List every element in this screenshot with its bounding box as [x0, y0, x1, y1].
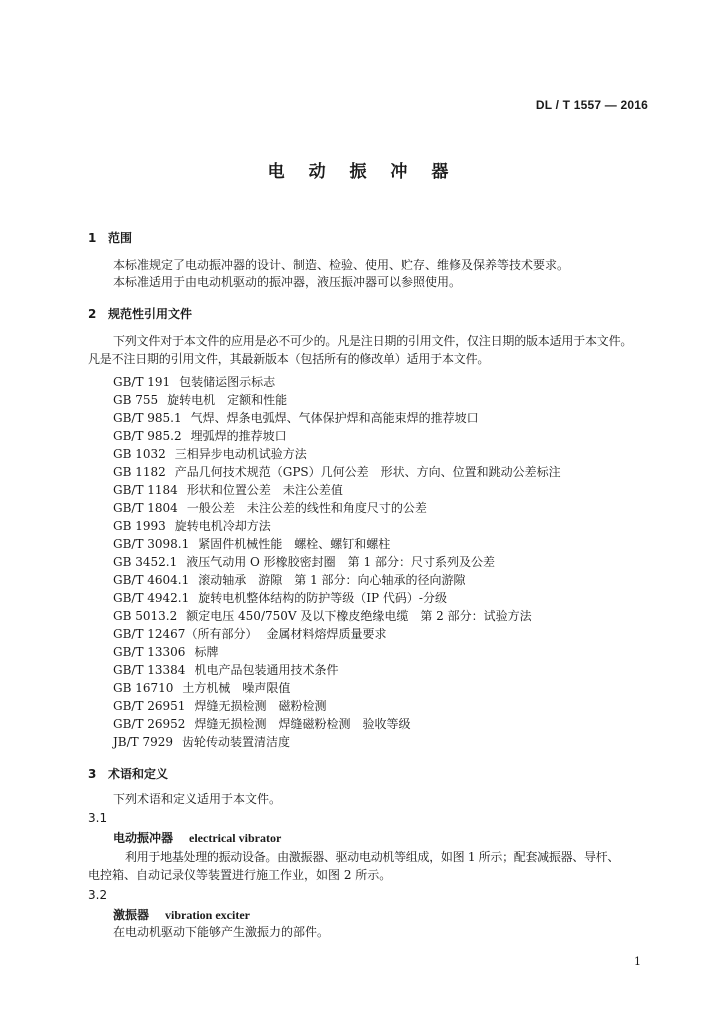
reference-item — [113, 517, 271, 534]
reference-item — [113, 499, 427, 516]
reference-name: 形状和位置公差 未注公差值 — [186, 483, 343, 497]
reference-item — [113, 391, 287, 408]
reference-code: GB 3452.1 — [113, 555, 178, 569]
reference-name: 标牌 — [194, 645, 219, 659]
reference-item — [113, 427, 287, 444]
reference-code: GB 1182 — [113, 465, 166, 479]
reference-name: 旋转电机冷却方法 — [174, 519, 271, 533]
reference-item — [113, 535, 390, 552]
reference-name: 旋转电机整体结构的防护等级（IP 代码）-分级 — [198, 591, 447, 605]
reference-name: 焊缝无损检测 焊缝磁粉检测 验收等级 — [194, 717, 411, 731]
reference-code: GB/T 1184 — [113, 483, 178, 497]
reference-item — [113, 715, 410, 732]
reference-name: 金属材料熔焊质量要求 — [266, 627, 387, 641]
reference-name: 产品几何技术规范（GPS）几何公差 形状、方向、位置和跳动公差标注 — [174, 465, 561, 479]
term-definition-line-2: 电控箱、自动记录仪等装置进行施工作业，如图 2 所示。 — [88, 868, 392, 882]
reference-item — [113, 409, 479, 426]
reference-code: GB/T 1804 — [113, 501, 178, 515]
reference-code: GB 1993 — [113, 519, 166, 533]
reference-name: 埋弧焊的推荐坡口 — [190, 429, 287, 443]
references-intro-line-1: 下列文件对于本文件的应用是必不可少的。凡是注日期的引用文件，仅注日期的版本适用于本文件。 — [113, 334, 633, 348]
scope-para-1: 本标准规定了电动振冲器的设计、制造、检验、使用、贮存、维修及保养等技术要求。 — [113, 258, 570, 272]
term-english: electrical vibrator — [189, 831, 282, 845]
document-code: DL / T 1557 — 2016 — [535, 98, 648, 112]
document-title: 电 动 振 冲 器 — [267, 162, 458, 182]
reference-code: GB/T 3098.1 — [113, 537, 190, 551]
reference-item — [113, 589, 447, 606]
reference-name: 旋转电机 定额和性能 — [167, 393, 288, 407]
reference-name: 气焊、焊条电弧焊、气体保护焊和高能束焊的推荐坡口 — [190, 411, 479, 425]
page-number: 1 — [634, 955, 641, 968]
scope-para-2: 本标准适用于由电动机驱动的振冲器，液压振冲器可以参照使用。 — [113, 275, 462, 289]
section-number: 2 — [88, 307, 97, 321]
reference-name: 额定电压 450/750V 及以下橡皮绝缘电缆 第 2 部分：试验方法 — [186, 609, 532, 623]
reference-item — [113, 625, 386, 642]
reference-code: GB 5013.2 — [113, 609, 178, 623]
reference-item — [113, 463, 561, 480]
section-title: 规范性引用文件 — [108, 307, 193, 321]
section-title: 范围 — [108, 231, 133, 245]
reference-item — [113, 733, 290, 750]
reference-item — [113, 571, 466, 588]
section-title: 术语和定义 — [108, 767, 169, 781]
reference-code: GB/T 26952 — [113, 717, 186, 731]
reference-code: GB/T 12467（所有部分） — [113, 627, 258, 641]
term-number: 3.2 — [88, 888, 108, 902]
reference-name: 一般公差 未注公差的线性和角度尺寸的公差 — [186, 501, 427, 515]
terms-intro: 下列术语和定义适用于本文件。 — [113, 792, 282, 806]
reference-item — [113, 445, 307, 462]
reference-name: 焊缝无损检测 磁粉检测 — [194, 699, 327, 713]
reference-name: 三相异步电动机试验方法 — [174, 447, 307, 461]
term-definition-line-1: 利用于地基处理的振动设备。由激振器、驱动电动机等组成，如图 1 所示；配套减振器、导杆、 — [125, 850, 620, 864]
reference-item — [113, 553, 495, 570]
reference-item — [113, 661, 338, 678]
reference-code: GB/T 4942.1 — [113, 591, 190, 605]
reference-name: 齿轮传动装置清洁度 — [182, 735, 291, 749]
section-3-heading — [88, 765, 168, 782]
reference-name: 机电产品包装通用技术条件 — [194, 663, 339, 677]
reference-name: 紧固件机械性能 螺栓、螺钉和螺柱 — [198, 537, 391, 551]
reference-code: JB/T 7929 — [113, 735, 174, 749]
reference-item — [113, 607, 532, 624]
section-number: 1 — [88, 231, 97, 245]
section-number: 3 — [88, 767, 97, 781]
reference-name: 土方机械 噪声限值 — [182, 681, 291, 695]
term-heading — [113, 906, 250, 923]
reference-item — [113, 643, 218, 660]
term-definition-line-1: 在电动机驱动下能够产生激振力的部件。 — [113, 925, 330, 939]
term-number: 3.1 — [88, 811, 108, 825]
reference-code: GB/T 13306 — [113, 645, 186, 659]
reference-name: 滚动轴承 游隙 第 1 部分：向心轴承的径向游隙 — [198, 573, 466, 587]
section-2-heading — [88, 305, 192, 322]
section-1-heading — [88, 229, 132, 246]
reference-code: GB/T 4604.1 — [113, 573, 190, 587]
term-heading — [113, 829, 281, 846]
reference-code: GB 1032 — [113, 447, 166, 461]
term-english: vibration exciter — [165, 908, 250, 922]
reference-code: GB/T 26951 — [113, 699, 186, 713]
reference-item — [113, 481, 343, 498]
references-intro-line-2: 凡是不注日期的引用文件，其最新版本（包括所有的修改单）适用于本文件。 — [88, 352, 490, 366]
reference-code: GB 16710 — [113, 681, 174, 695]
reference-name: 液压气动用 O 形橡胶密封圈 第 1 部分：尺寸系列及公差 — [186, 555, 495, 569]
reference-code: GB/T 13384 — [113, 663, 186, 677]
reference-code: GB/T 191 — [113, 375, 171, 389]
reference-item — [113, 373, 275, 390]
term-chinese: 电动振冲器 — [113, 831, 174, 845]
reference-code: GB/T 985.1 — [113, 411, 182, 425]
reference-code: GB/T 985.2 — [113, 429, 182, 443]
reference-name: 包装储运图示标志 — [179, 375, 276, 389]
reference-item — [113, 679, 290, 696]
reference-code: GB 755 — [113, 393, 159, 407]
reference-item — [113, 697, 326, 714]
term-chinese: 激振器 — [113, 908, 150, 922]
